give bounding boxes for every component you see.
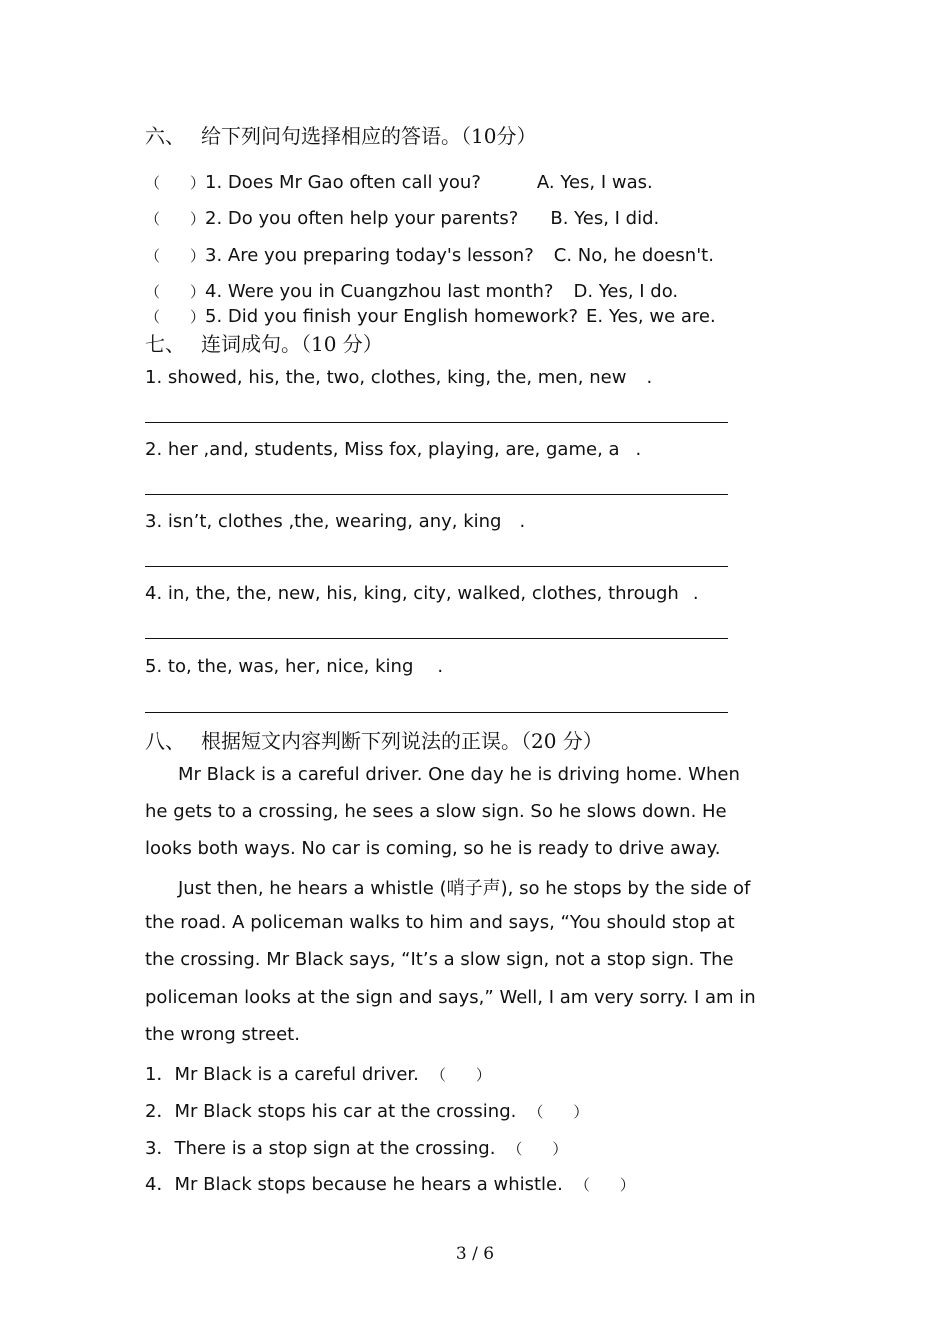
passage-line: the road. A policeman walks to him and says, “You should stop at bbox=[145, 912, 735, 933]
word-list: 4. in, the, the, new, his, king, city, walked, clothes, through bbox=[145, 583, 679, 604]
matching-item bbox=[145, 208, 659, 229]
answer-line[interactable] bbox=[145, 712, 728, 713]
answer-option: B. Yes, I did. bbox=[550, 208, 660, 229]
section-number: 六、 bbox=[145, 124, 185, 148]
passage-line: he gets to a crossing, he sees a slow sign. So he slows down. He bbox=[145, 801, 727, 822]
passage-line: policeman looks at the sign and says,” Well, I am very sorry. I am in bbox=[145, 987, 756, 1008]
matching-item bbox=[145, 281, 678, 302]
passage-line: the wrong street. bbox=[145, 1024, 300, 1045]
passage-line: the crossing. Mr Black says, “It’s a slow sign, not a stop sign. The bbox=[145, 949, 734, 970]
section-title: 连词成句。（10 分） bbox=[201, 332, 383, 356]
passage-line: looks both ways. No car is coming, so he is ready to drive away. bbox=[145, 838, 721, 859]
answer-blank[interactable]: （ ） bbox=[145, 247, 206, 265]
answer-line[interactable] bbox=[145, 566, 728, 567]
matching-item bbox=[145, 245, 714, 266]
page-number: 3 / 6 bbox=[455, 1244, 495, 1264]
answer-blank[interactable]: （ ） bbox=[430, 1066, 491, 1084]
word-order-item bbox=[145, 511, 525, 532]
word-list: 3. isn’t, clothes ,the, wearing, any, king bbox=[145, 511, 502, 532]
answer-option: A. Yes, I was. bbox=[536, 172, 653, 193]
period: . bbox=[646, 367, 653, 388]
word-list: 5. to, the, was, her, nice, king bbox=[145, 656, 414, 677]
answer-blank[interactable]: （ ） bbox=[507, 1140, 568, 1158]
statement-text: 3．There is a stop sign at the crossing. bbox=[145, 1138, 496, 1159]
passage-line: Mr Black is a careful driver. One day he is driving home. When bbox=[178, 764, 740, 785]
answer-option: C. No, he doesn't. bbox=[553, 245, 714, 266]
period: . bbox=[692, 583, 699, 604]
section-title: 给下列问句选择相应的答语。（10分） bbox=[201, 124, 537, 148]
statement-text: 1．Mr Black is a careful driver. bbox=[145, 1064, 419, 1085]
true-false-item bbox=[145, 1170, 635, 1196]
section-title: 根据短文内容判断下列说法的正误。（20 分） bbox=[201, 729, 603, 753]
statement-text: 4．Mr Black stops because he hears a whistle. bbox=[145, 1174, 563, 1195]
answer-blank[interactable]: （ ） bbox=[528, 1103, 589, 1121]
answer-line[interactable] bbox=[145, 494, 728, 495]
word-order-item bbox=[145, 656, 443, 677]
period: . bbox=[437, 656, 444, 677]
answer-option: D. Yes, I do. bbox=[573, 281, 679, 302]
true-false-item bbox=[145, 1060, 491, 1086]
true-false-item bbox=[145, 1134, 567, 1160]
section-7-heading bbox=[145, 328, 383, 357]
question-text: 5. Did you finish your English homework? bbox=[205, 306, 579, 327]
question-text: 2. Do you often help your parents? bbox=[205, 208, 519, 229]
word-order-item bbox=[145, 583, 699, 604]
answer-blank[interactable]: （ ） bbox=[145, 174, 206, 192]
answer-blank[interactable]: （ ） bbox=[145, 308, 206, 326]
question-text: 4. Were you in Cuangzhou last month? bbox=[205, 281, 554, 302]
answer-blank[interactable]: （ ） bbox=[145, 283, 206, 301]
section-number: 七、 bbox=[145, 332, 185, 356]
answer-option: E. Yes, we are. bbox=[586, 306, 716, 327]
word-order-item bbox=[145, 439, 641, 460]
section-number: 八、 bbox=[145, 729, 185, 753]
word-order-item bbox=[145, 367, 652, 388]
matching-item bbox=[145, 306, 716, 327]
passage-line: Just then, he hears a whistle (哨子声), so he stops by the side of bbox=[178, 878, 751, 899]
period: . bbox=[635, 439, 642, 460]
answer-line[interactable] bbox=[145, 638, 728, 639]
answer-blank[interactable]: （ ） bbox=[574, 1176, 635, 1194]
question-text: 3. Are you preparing today's lesson? bbox=[205, 245, 534, 266]
answer-blank[interactable]: （ ） bbox=[145, 210, 206, 228]
statement-text: 2．Mr Black stops his car at the crossing. bbox=[145, 1101, 517, 1122]
period: . bbox=[519, 511, 526, 532]
answer-line[interactable] bbox=[145, 422, 728, 423]
word-list: 1. showed, his, the, two, clothes, king, the, men, new bbox=[145, 367, 627, 388]
section-6-heading bbox=[145, 120, 536, 149]
word-list: 2. her ,and, students, Miss fox, playing, are, game, a bbox=[145, 439, 620, 460]
question-text: 1. Does Mr Gao often call you? bbox=[205, 172, 481, 193]
true-false-item bbox=[145, 1097, 588, 1123]
section-8-heading bbox=[145, 725, 603, 754]
matching-item bbox=[145, 172, 653, 193]
